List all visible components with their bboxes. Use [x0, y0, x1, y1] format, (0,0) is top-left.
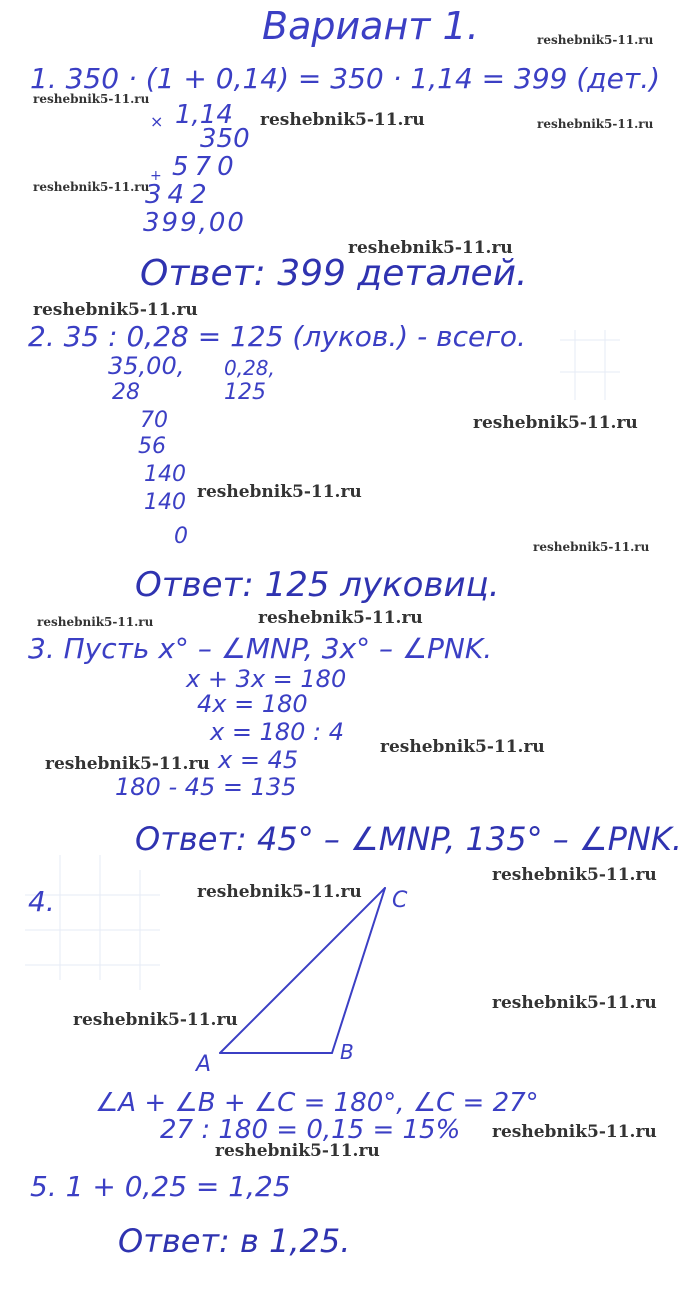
task2-step1: 28	[112, 380, 140, 405]
task2-dividend: 35,00,	[108, 352, 185, 380]
task2-rem3: 0	[174, 524, 188, 549]
task2-rem2: 140	[144, 462, 186, 487]
watermark: reshebnik5-11.ru	[348, 238, 513, 258]
watermark: reshebnik5-11.ru	[260, 110, 425, 130]
watermark: reshebnik5-11.ru	[258, 608, 423, 628]
watermark: reshebnik5-11.ru	[33, 180, 150, 194]
watermark: reshebnik5-11.ru	[537, 117, 654, 131]
task1-answer: Ответ: 399 деталей.	[140, 253, 528, 294]
watermark: reshebnik5-11.ru	[537, 33, 654, 47]
task3-eq2: 4x = 180	[197, 690, 308, 718]
task4-number: 4.	[28, 885, 55, 918]
task1-mult-sign: ×	[150, 112, 164, 131]
watermark: reshebnik5-11.ru	[33, 300, 198, 320]
task1-plus-sign: +	[150, 168, 162, 184]
watermark: reshebnik5-11.ru	[37, 615, 154, 629]
task2-rem1: 70	[140, 408, 168, 433]
side-ac	[220, 888, 385, 1053]
watermark: reshebnik5-11.ru	[492, 1122, 657, 1142]
task1-partial1: 570	[172, 152, 240, 182]
watermark: reshebnik5-11.ru	[197, 482, 362, 502]
vertex-label-c: C	[392, 888, 408, 913]
vertex-label-b: B	[340, 1040, 354, 1064]
watermark: reshebnik5-11.ru	[380, 737, 545, 757]
side-bc	[332, 888, 385, 1053]
watermark: reshebnik5-11.ru	[33, 92, 150, 106]
task1-partial2: 342	[145, 180, 213, 210]
watermark: reshebnik5-11.ru	[45, 754, 210, 774]
watermark: reshebnik5-11.ru	[533, 540, 650, 554]
task2-quotient: 125	[224, 380, 266, 405]
watermark: reshebnik5-11.ru	[197, 882, 362, 902]
page-title: Вариант 1.	[262, 4, 479, 48]
task3-line: 3. Пусть x° – ∠MNP, 3x° – ∠PNK.	[28, 632, 493, 665]
task1-line: 1. 350 · (1 + 0,14) = 350 · 1,14 = 399 (дет.)	[30, 62, 661, 95]
task1-mult-a: 1,14	[175, 100, 233, 130]
watermark: reshebnik5-11.ru	[492, 993, 657, 1013]
task2-answer: Ответ: 125 луковиц.	[135, 565, 500, 605]
task2-step2: 56	[138, 434, 166, 459]
task3-eq5: 180 - 45 = 135	[115, 773, 297, 801]
vertex-label-a: A	[196, 1052, 212, 1077]
watermark: reshebnik5-11.ru	[473, 413, 638, 433]
task2-line: 2. 35 : 0,28 = 125 (луков.) - всего.	[28, 320, 526, 353]
task4-eq1: ∠A + ∠B + ∠C = 180°, ∠C = 27°	[95, 1088, 539, 1118]
task5-line: 5. 1 + 0,25 = 1,25	[30, 1170, 291, 1203]
task3-answer: Ответ: 45° – ∠MNP, 135° – ∠PNK.	[135, 820, 682, 858]
task4-eq2: 27 : 180 = 0,15 = 15%	[160, 1115, 461, 1145]
task1-mult-b: 350	[200, 124, 250, 154]
task3-eq4: x = 45	[218, 746, 299, 774]
task3-eq1: x + 3x = 180	[186, 665, 347, 693]
watermark: reshebnik5-11.ru	[492, 865, 657, 885]
task2-divisor: 0,28,	[224, 356, 275, 380]
task2-step3: 140	[144, 490, 186, 515]
watermark: reshebnik5-11.ru	[215, 1141, 380, 1161]
watermark: reshebnik5-11.ru	[73, 1010, 238, 1030]
task1-result: 399,00	[143, 208, 246, 238]
task3-eq3: x = 180 : 4	[210, 718, 344, 746]
task5-answer: Ответ: в 1,25.	[118, 1222, 351, 1260]
